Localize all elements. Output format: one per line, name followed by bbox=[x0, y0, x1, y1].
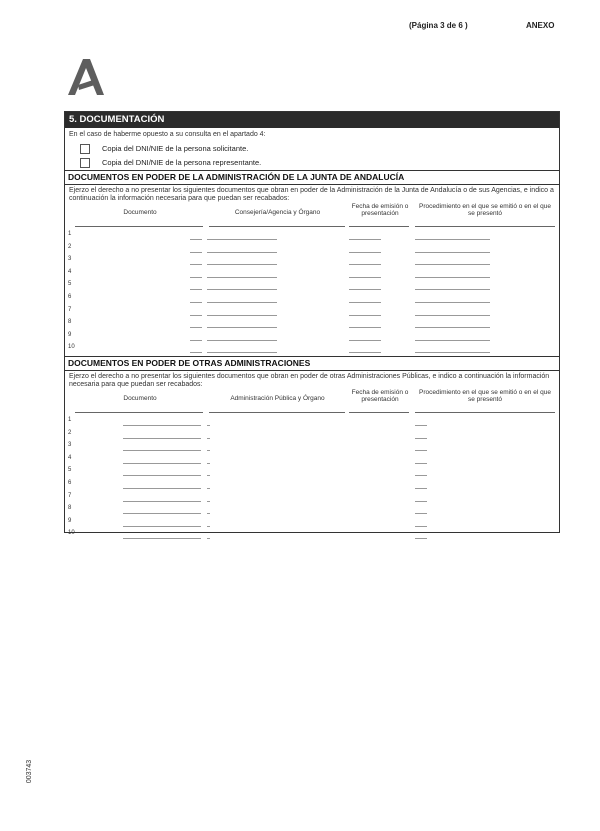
fill-in-field[interactable] bbox=[207, 501, 210, 502]
fill-in-field[interactable] bbox=[207, 488, 210, 489]
fill-in-field[interactable] bbox=[123, 488, 201, 489]
fill-in-field[interactable] bbox=[207, 252, 277, 253]
section-intro: En el caso de haberme opuesto a su consulta en el apartado 4: bbox=[69, 131, 266, 138]
checkbox-row[interactable] bbox=[65, 156, 559, 170]
row-number: 6 bbox=[68, 479, 72, 486]
fill-in-field[interactable] bbox=[415, 438, 427, 439]
fill-in-field[interactable] bbox=[207, 340, 277, 341]
table-row bbox=[65, 330, 559, 343]
fill-in-field[interactable] bbox=[415, 425, 427, 426]
fill-in-field[interactable] bbox=[190, 315, 202, 316]
table-row bbox=[65, 415, 559, 428]
fill-in-field[interactable] bbox=[415, 315, 490, 316]
table-row bbox=[65, 478, 559, 491]
junta-rows bbox=[65, 229, 559, 355]
fill-in-field[interactable] bbox=[415, 526, 427, 527]
fill-in-field[interactable] bbox=[415, 488, 427, 489]
fill-in-field[interactable] bbox=[415, 289, 490, 290]
fill-in-field[interactable] bbox=[349, 264, 381, 265]
col-procedimiento: Procedimiento en el que se emitió o en el que se presentó bbox=[419, 203, 551, 217]
fill-in-field[interactable] bbox=[190, 252, 202, 253]
fill-in-field[interactable] bbox=[190, 239, 202, 240]
table-row bbox=[65, 428, 559, 441]
table-row bbox=[65, 317, 559, 330]
fill-in-field[interactable] bbox=[415, 327, 490, 328]
junta-text: Ejerzo el derecho a no presentar los siguientes documentos que obran en poder de la Administración de la Junta de Andalucía o de sus Agencias, e indico a continuación la información necesaria para que puedan ser recabados: bbox=[69, 187, 554, 202]
side-code: 003743 bbox=[26, 759, 34, 784]
col-fecha: Fecha de emisión o presentación bbox=[351, 203, 409, 217]
fill-in-field[interactable] bbox=[123, 513, 201, 514]
fill-in-field[interactable] bbox=[207, 513, 210, 514]
fill-in-field[interactable] bbox=[207, 463, 210, 464]
fill-in-field[interactable] bbox=[415, 239, 490, 240]
fill-in-field[interactable] bbox=[190, 289, 202, 290]
fill-in-field[interactable] bbox=[349, 252, 381, 253]
junta-subtitle: DOCUMENTOS EN PODER DE LA ADMINISTRACIÓN DE LA JUNTA DE ANDALUCÍA bbox=[65, 170, 559, 185]
col-documento: Documento bbox=[123, 394, 157, 402]
fill-in-field[interactable] bbox=[349, 289, 381, 290]
table-row bbox=[65, 292, 559, 305]
fill-in-field[interactable] bbox=[349, 340, 381, 341]
fill-in-field[interactable] bbox=[349, 352, 381, 353]
fill-in-field[interactable] bbox=[415, 277, 490, 278]
fill-in-field[interactable] bbox=[207, 538, 210, 539]
table-row bbox=[65, 254, 559, 267]
fill-in-field[interactable] bbox=[207, 327, 277, 328]
checkbox-label: Copia del DNI/NIE de la persona solicitante. bbox=[102, 144, 249, 153]
row-number: 7 bbox=[68, 306, 72, 313]
fill-in-field[interactable] bbox=[123, 501, 201, 502]
page-header bbox=[0, 21, 600, 35]
fill-in-field[interactable] bbox=[207, 425, 210, 426]
documentation-form bbox=[64, 111, 560, 537]
row-number: 9 bbox=[68, 331, 72, 338]
table-row bbox=[65, 342, 559, 355]
otras-rows bbox=[65, 415, 559, 541]
row-number: 9 bbox=[68, 517, 72, 524]
fill-in-field[interactable] bbox=[207, 475, 210, 476]
fill-in-field[interactable] bbox=[349, 302, 381, 303]
otras-subtitle: DOCUMENTOS EN PODER DE OTRAS ADMINISTRACIONES bbox=[65, 356, 559, 371]
junta-andalucia-logo-icon bbox=[66, 57, 106, 97]
fill-in-field[interactable] bbox=[207, 289, 277, 290]
row-number: 3 bbox=[68, 256, 72, 263]
col-procedimiento: Procedimiento en el que se emitió o en el que se presentó bbox=[419, 388, 551, 403]
table-row bbox=[65, 503, 559, 516]
otras-text: Ejerzo el derecho a no presentar los siguientes documentos que obran en poder de otras Administraciones Públicas, e indico a continuación la información necesaria para que puedan ser recabados: bbox=[69, 372, 550, 388]
fill-in-field[interactable] bbox=[123, 475, 201, 476]
fill-in-field[interactable] bbox=[207, 315, 277, 316]
fill-in-field[interactable] bbox=[415, 463, 427, 464]
row-number: 5 bbox=[68, 281, 72, 288]
table-row bbox=[65, 491, 559, 504]
row-number: 2 bbox=[68, 243, 72, 250]
table-row bbox=[65, 242, 559, 255]
checkbox[interactable] bbox=[80, 158, 90, 168]
col-organo: Administración Pública y Órgano bbox=[230, 394, 325, 402]
fill-in-field[interactable] bbox=[123, 538, 201, 539]
table-row bbox=[65, 440, 559, 453]
row-number: 1 bbox=[68, 416, 72, 423]
row-number: 7 bbox=[68, 492, 72, 499]
row-number: 4 bbox=[68, 454, 72, 461]
checkbox-row[interactable] bbox=[65, 142, 559, 156]
row-number: 10 bbox=[68, 344, 75, 351]
fill-in-field[interactable] bbox=[349, 327, 381, 328]
fill-in-field[interactable] bbox=[349, 315, 381, 316]
row-number: 6 bbox=[68, 293, 72, 300]
fill-in-field[interactable] bbox=[349, 239, 381, 240]
row-number: 3 bbox=[68, 442, 72, 449]
table-row bbox=[65, 528, 559, 541]
fill-in-field[interactable] bbox=[415, 264, 490, 265]
section-title: 5. DOCUMENTACIÓN bbox=[65, 112, 559, 128]
table-row bbox=[65, 465, 559, 478]
fill-in-field[interactable] bbox=[415, 450, 427, 451]
fill-in-field[interactable] bbox=[207, 277, 277, 278]
col-organo: Consejería/Agencia y Órgano bbox=[234, 209, 321, 216]
fill-in-field[interactable] bbox=[190, 340, 202, 341]
fill-in-field[interactable] bbox=[123, 526, 201, 527]
row-number: 5 bbox=[68, 467, 72, 474]
row-number: 1 bbox=[68, 231, 72, 237]
table-row bbox=[65, 516, 559, 529]
fill-in-field[interactable] bbox=[415, 340, 490, 341]
fill-in-field[interactable] bbox=[415, 352, 490, 353]
otras-column-headers bbox=[65, 389, 559, 415]
checkbox-label: Copia del DNI/NIE de la persona representante. bbox=[102, 158, 262, 167]
fill-in-field[interactable] bbox=[415, 513, 427, 514]
col-documento: Documento bbox=[123, 209, 157, 216]
checkbox[interactable] bbox=[80, 144, 90, 154]
page-number: (Página 3 de 6 ) bbox=[409, 21, 468, 30]
fill-in-field[interactable] bbox=[190, 327, 202, 328]
row-number: 10 bbox=[68, 530, 75, 537]
table-row bbox=[65, 229, 559, 242]
fill-in-field[interactable] bbox=[123, 425, 201, 426]
fill-in-field[interactable] bbox=[415, 252, 490, 253]
table-row bbox=[65, 305, 559, 318]
fill-in-field[interactable] bbox=[123, 438, 201, 439]
fill-in-field[interactable] bbox=[207, 526, 210, 527]
annex-label: ANEXO bbox=[526, 21, 555, 30]
fill-in-field[interactable] bbox=[415, 538, 427, 539]
fill-in-field[interactable] bbox=[207, 239, 277, 240]
fill-in-field[interactable] bbox=[207, 264, 277, 265]
fill-in-field[interactable] bbox=[190, 264, 202, 265]
fill-in-field[interactable] bbox=[349, 277, 381, 278]
fill-in-field[interactable] bbox=[190, 277, 202, 278]
fill-in-field[interactable] bbox=[207, 302, 277, 303]
fill-in-field[interactable] bbox=[207, 352, 277, 353]
fill-in-field[interactable] bbox=[207, 438, 210, 439]
row-number: 4 bbox=[68, 268, 72, 275]
fill-in-field[interactable] bbox=[123, 450, 201, 451]
fill-in-field[interactable] bbox=[415, 302, 490, 303]
row-number: 8 bbox=[68, 505, 72, 512]
col-fecha: Fecha de emisión o presentación bbox=[351, 388, 409, 403]
table-row bbox=[65, 453, 559, 466]
fill-in-field[interactable] bbox=[190, 302, 202, 303]
row-number: 8 bbox=[68, 319, 72, 326]
fill-in-field[interactable] bbox=[415, 475, 427, 476]
table-row bbox=[65, 279, 559, 292]
junta-column-headers bbox=[65, 203, 559, 229]
row-number: 2 bbox=[68, 429, 72, 436]
fill-in-field[interactable] bbox=[123, 463, 201, 464]
fill-in-field[interactable] bbox=[415, 501, 427, 502]
table-row bbox=[65, 267, 559, 280]
fill-in-field[interactable] bbox=[190, 352, 202, 353]
fill-in-field[interactable] bbox=[207, 450, 210, 451]
